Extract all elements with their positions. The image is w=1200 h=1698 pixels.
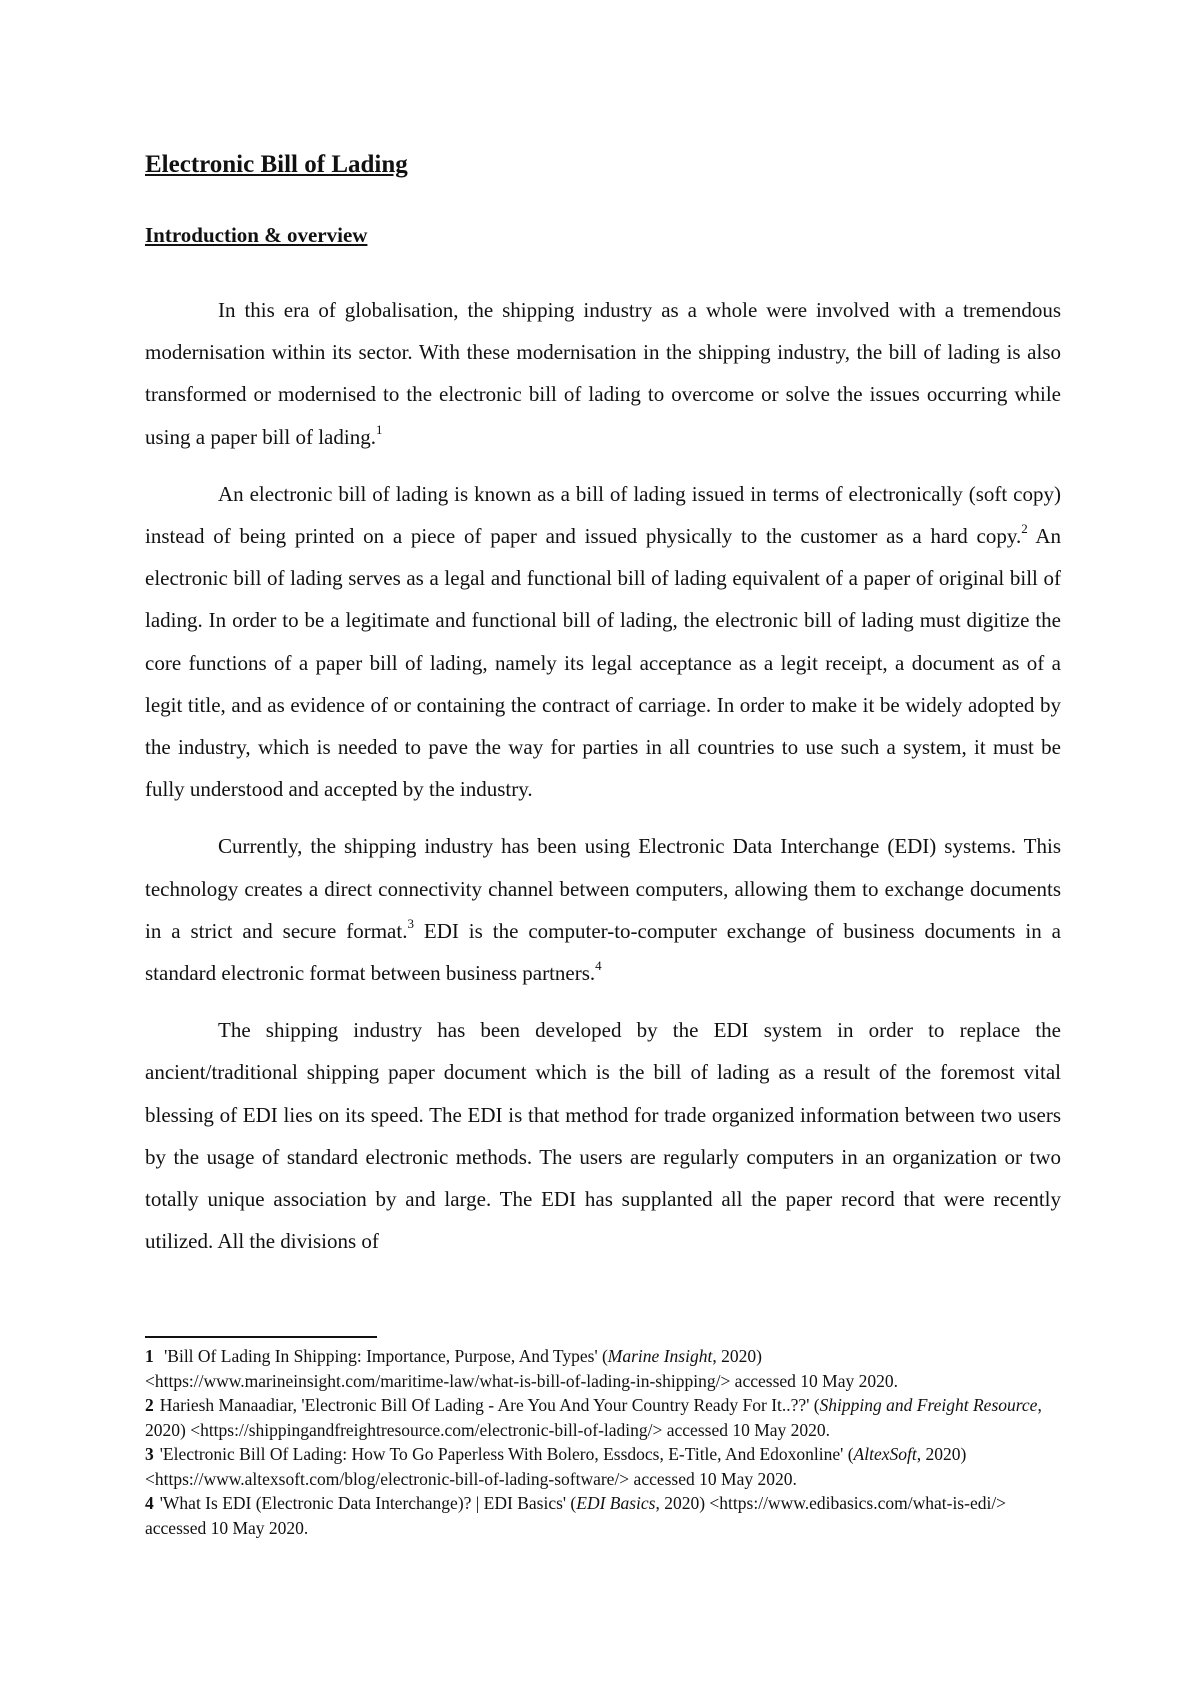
footnote-text: 'Bill Of Lading In Shipping: Importance, Purpose, And Types' (	[159, 1346, 608, 1366]
document-title: Electronic Bill of Lading	[145, 151, 408, 178]
footnote-2	[145, 1393, 1065, 1442]
footnote-text: , 2020) <https://www.marineinsight.com/maritime-law/what-is-bill-of-lading-in-shipping/> accessed 10 May 2020.	[145, 1346, 898, 1391]
paragraph-text: In this era of globalisation, the shipping industry as a whole were involved with a tremendous modernisation within its sector. With these modernisation in the shipping industry, the bill of lading is also transformed or modernised to the electronic bill of lading to overcome or solve the issues occurring while using a paper bill of lading.	[145, 298, 1061, 449]
footnote-text: Hariesh Manaadiar, 'Electronic Bill Of Lading - Are You And Your Country Ready For It..??' (	[159, 1395, 820, 1415]
footnote-source: Shipping and Freight Resource	[819, 1395, 1038, 1415]
paragraph-text: EDI is the computer-to-computer exchange of business documents in a standard electronic format between business partners.	[145, 918, 1061, 986]
footnote-ref[interactable]: 1	[375, 421, 383, 437]
footnote-number: 1	[145, 1346, 154, 1366]
paragraph-text: An electronic bill of lading serves as a legal and functional bill of lading equivalent of a paper of original bill of lading. In order to be a legitimate and functional bill of lading, the electronic bill of lading must digitize the core functions of a paper bill of lading, namely its legal acceptance as a legit receipt, a document as of a legit title, and as evidence of or containing the contract of carriage. In order to make it be widely adopted by the industry, which is needed to pave the way for parties in all countries to use such a system, it must be fully understood and accepted by the industry.	[145, 524, 1061, 802]
footnote-text: , 2020) <https://www.altexsoft.com/blog/electronic-bill-of-lading-software/> accessed 10 May 2020.	[145, 1444, 967, 1489]
body-text	[145, 138, 1061, 1262]
paragraph-text: Currently, the shipping industry has been using Electronic Data Interchange (EDI) systems. This technology creates a direct connectivity channel between computers, allowing them to exchange documents in a strict and secure format.	[145, 834, 1061, 943]
footnotes	[145, 1344, 1065, 1540]
footnote-1	[145, 1344, 1065, 1393]
footnote-ref[interactable]: 3	[407, 915, 414, 931]
paragraph-1	[145, 289, 1061, 458]
footnote-source: EDI Basics	[576, 1493, 656, 1513]
paragraph-text: An electronic bill of lading is known as a bill of lading issued in terms of electronically (soft copy) instead of being printed on a piece of paper and issued physically to the customer as a hard copy.	[145, 481, 1061, 549]
paragraph-text: The shipping industry has been developed by the EDI system in order to replace the ancient/traditional shipping paper document which is the bill of lading as a result of the foremost vital blessing of EDI lies on its speed. The EDI is that method for trade organized information between two users by the usage of standard electronic methods. The users are regularly computers in an organization or two totally unique association by and large. The EDI has supplanted all the paper record that were recently utilized. All the divisions of	[145, 1018, 1061, 1254]
paragraph-2	[145, 473, 1061, 811]
footnote-number: 4	[145, 1493, 154, 1513]
footnote-divider	[145, 1336, 377, 1338]
footnote-source: Marine Insight	[607, 1346, 713, 1366]
paragraph-3	[145, 825, 1061, 994]
paragraph-4	[145, 1009, 1061, 1262]
footnote-text: , 2020) <https://shippingandfreightresource.com/electronic-bill-of-lading/> accessed 10 May 2020.	[145, 1395, 1042, 1440]
footnote-ref[interactable]: 4	[595, 958, 602, 974]
footnote-text: , 2020) <https://www.edibasics.com/what-is-edi/> accessed 10 May 2020.	[145, 1493, 1007, 1538]
footnote-3	[145, 1442, 1065, 1491]
footnote-text: 'Electronic Bill Of Lading: How To Go Paperless With Bolero, Essdocs, E-Title, And Edoxonline' (	[159, 1444, 854, 1464]
footnote-4	[145, 1491, 1065, 1540]
footnote-ref[interactable]: 2	[1021, 521, 1028, 537]
footnote-number: 2	[145, 1395, 154, 1415]
section-heading: Introduction & overview	[145, 223, 368, 247]
footnote-source: AltexSoft	[853, 1444, 917, 1464]
footnote-number: 3	[145, 1444, 154, 1464]
footnote-text: 'What Is EDI (Electronic Data Interchange)? | EDI Basics' (	[159, 1493, 577, 1513]
